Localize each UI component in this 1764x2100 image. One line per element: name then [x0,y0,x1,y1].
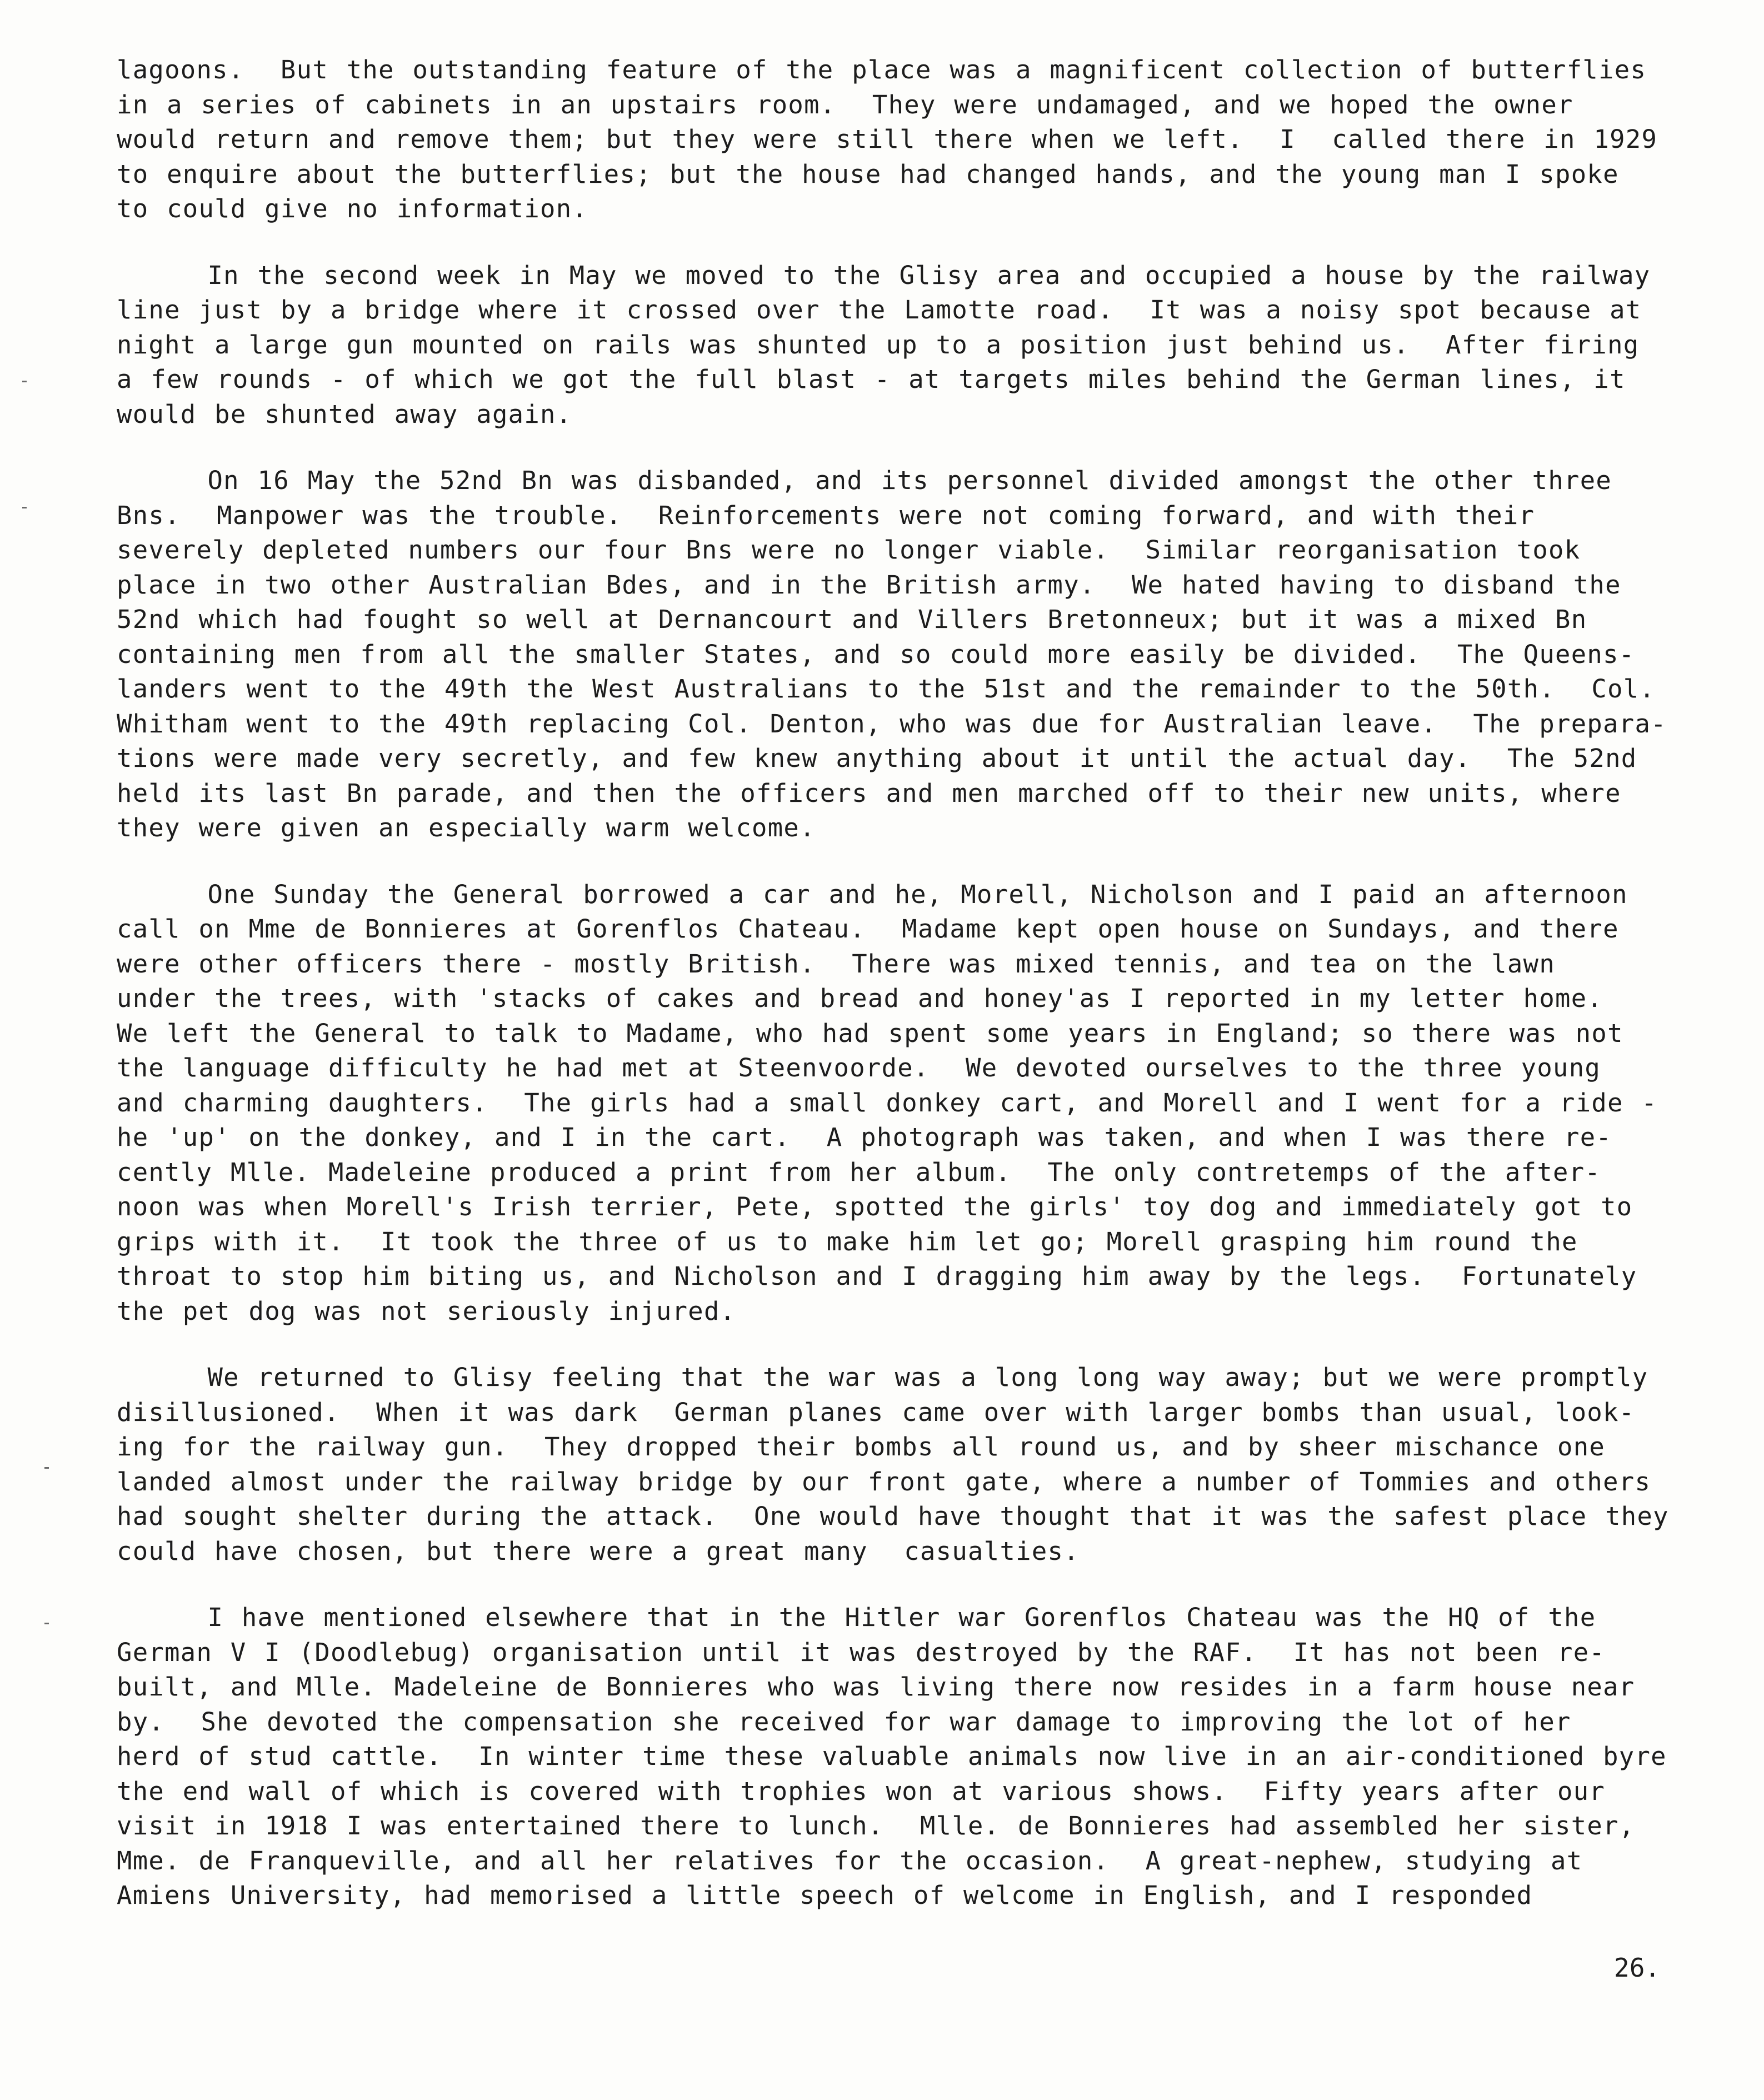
text-line: cently Mlle. Madeleine produced a print from her album. The only contretemps of the after- [117,1157,1601,1187]
text-line: he 'up' on the donkey, and I in the cart. A photograph was taken, and when I was there re- [117,1123,1612,1152]
text-line: under the trees, with 'stacks of cakes and bread and honey'as I reported in my letter home. [117,984,1603,1013]
text-line: by. She devoted the compensation she received for war damage to improving the lot of her [117,1707,1571,1737]
text-line: German V I (Doodlebug) organisation until it was destroyed by the RAF. It has not been re- [117,1637,1606,1667]
text-line: to could give no information. [117,194,588,223]
text-line: in a series of cabinets in an upstairs room. They were undamaged, and we hoped the owner [117,89,1573,119]
text-line: landed almost under the railway bridge by our front gate, where a number of Tommies and others [117,1466,1651,1497]
text-line: throat to stop him biting us, and Nicholson and I dragging him away by the legs. Fortunately [117,1261,1637,1291]
text-line: I have mentioned elsewhere that in the Hitler war Gorenflos Chateau was the HQ of the [117,1603,1596,1632]
margin-tick-mark [44,1467,49,1469]
document-body [117,53,1689,1913]
margin-tick-mark [22,507,27,508]
text-line: line just by a bridge where it crossed over the Lamotte road. It was a noisy spot because at [117,295,1642,325]
text-line: We left the General to talk to Madame, who had spent some years in England; so there was not [117,1018,1623,1048]
text-line: herd of stud cattle. In winter time these valuable animals now live in an air-conditioned byre [117,1742,1667,1771]
text-line: severely depleted numbers our four Bns were no longer viable. Similar reorganisation took [117,535,1581,565]
text-line: and charming daughters. The girls had a small donkey cart, and Morell and I went for a ride - [117,1088,1658,1118]
paragraph-glisy-move [117,258,1689,432]
text-line: would be shunted away again. [117,399,572,429]
margin-tick-mark [22,381,27,382]
text-line: Amiens University, had memorised a little speech of welcome in English, and I responded [117,1880,1533,1910]
text-line: tions were made very secretly, and few knew anything about it until the actual day. The 52nd [117,744,1637,773]
text-line: One Sunday the General borrowed a car and he, Morell, Nicholson and I paid an afternoon [117,879,1628,909]
text-line: a few rounds - of which we got the full blast - at targets miles behind the German lines, it [117,365,1626,394]
text-line: to enquire about the butterflies; but the house had changed hands, and the young man I spoke [117,159,1619,189]
paragraph-hitler-war [117,1600,1689,1913]
text-line: We returned to Glisy feeling that the war was a long long way away; but we were promptly [117,1363,1648,1392]
text-line: had sought shelter during the attack. One would have thought that it was the safest place they [117,1502,1669,1531]
margin-tick-mark [44,1623,49,1624]
text-line: call on Mme de Bonnieres at Gorenflos Chateau. Madame kept open house on Sundays, and there [117,914,1619,944]
text-line: night a large gun mounted on rails was shunted up to a position just behind us. After firing [117,330,1640,360]
text-line: In the second week in May we moved to the Glisy area and occupied a house by the railway [117,260,1651,290]
text-line: would return and remove them; but they were still there when we left. I called there in 1929 [117,124,1658,154]
paragraph-52nd-disbanded [117,463,1689,846]
text-line: landers went to the 49th the West Australians to the 51st and the remainder to the 50th. Col. [117,674,1656,704]
text-line: containing men from all the smaller States, and so could more easily be divided. The Queens- [117,639,1635,669]
text-line: On 16 May the 52nd Bn was disbanded, and its personnel divided amongst the other three [117,466,1612,495]
page-number: 26. [1614,1953,1661,1983]
text-line: noon was when Morell's Irish terrier, Pete, spotted the girls' toy dog and immediately got to [117,1192,1633,1221]
text-line: were other officers there - mostly British. There was mixed tennis, and tea on the lawn [117,949,1556,979]
text-line: grips with it. It took the three of us to make him let go; Morell grasping him round the [117,1226,1578,1256]
text-line: could have chosen, but there were a great many casualties. [117,1536,1080,1566]
text-line: held its last Bn parade, and then the officers and men marched off to their new units, where [117,778,1621,808]
text-line: Whitham went to the 49th replacing Col. Denton, who was due for Australian leave. The prepara- [117,709,1667,739]
text-line: the pet dog was not seriously injured. [117,1296,736,1326]
text-line: Mme. de Franqueville, and all her relatives for the occasion. A great-nephew, studying at [117,1845,1583,1875]
paragraph-lagoons [117,53,1689,227]
text-line: 52nd which had fought so well at Dernancourt and Villers Bretonneux; but it was a mixed Bn [117,605,1587,634]
text-line: built, and Mlle. Madeleine de Bonnieres who was living there now resides in a farm house near [117,1672,1635,1702]
text-line: Bns. Manpower was the trouble. Reinforcements were not coming forward, and with their [117,500,1535,530]
text-line: place in two other Australian Bdes, and in the British army. We hated having to disband the [117,570,1621,600]
text-line: ing for the railway gun. They dropped their bombs all round us, and by sheer mischance one [117,1432,1606,1461]
text-line: the language difficulty he had met at Steenvoorde. We devoted ourselves to the three young [117,1053,1601,1083]
text-line: lagoons. But the outstanding feature of the place was a magnificent collection of butterflies [117,55,1647,84]
paragraph-gorenflos-visit [117,877,1689,1329]
text-line: they were given an especially warm welcome. [117,813,816,842]
text-line: visit in 1918 I was entertained there to lunch. Mlle. de Bonnieres had assembled her sister, [117,1811,1635,1840]
paragraph-air-raid [117,1360,1689,1569]
text-line: disillusioned. When it was dark German planes came over with larger bombs than usual, look- [117,1397,1635,1427]
text-line: the end wall of which is covered with trophies won at various shows. Fifty years after our [117,1776,1606,1806]
